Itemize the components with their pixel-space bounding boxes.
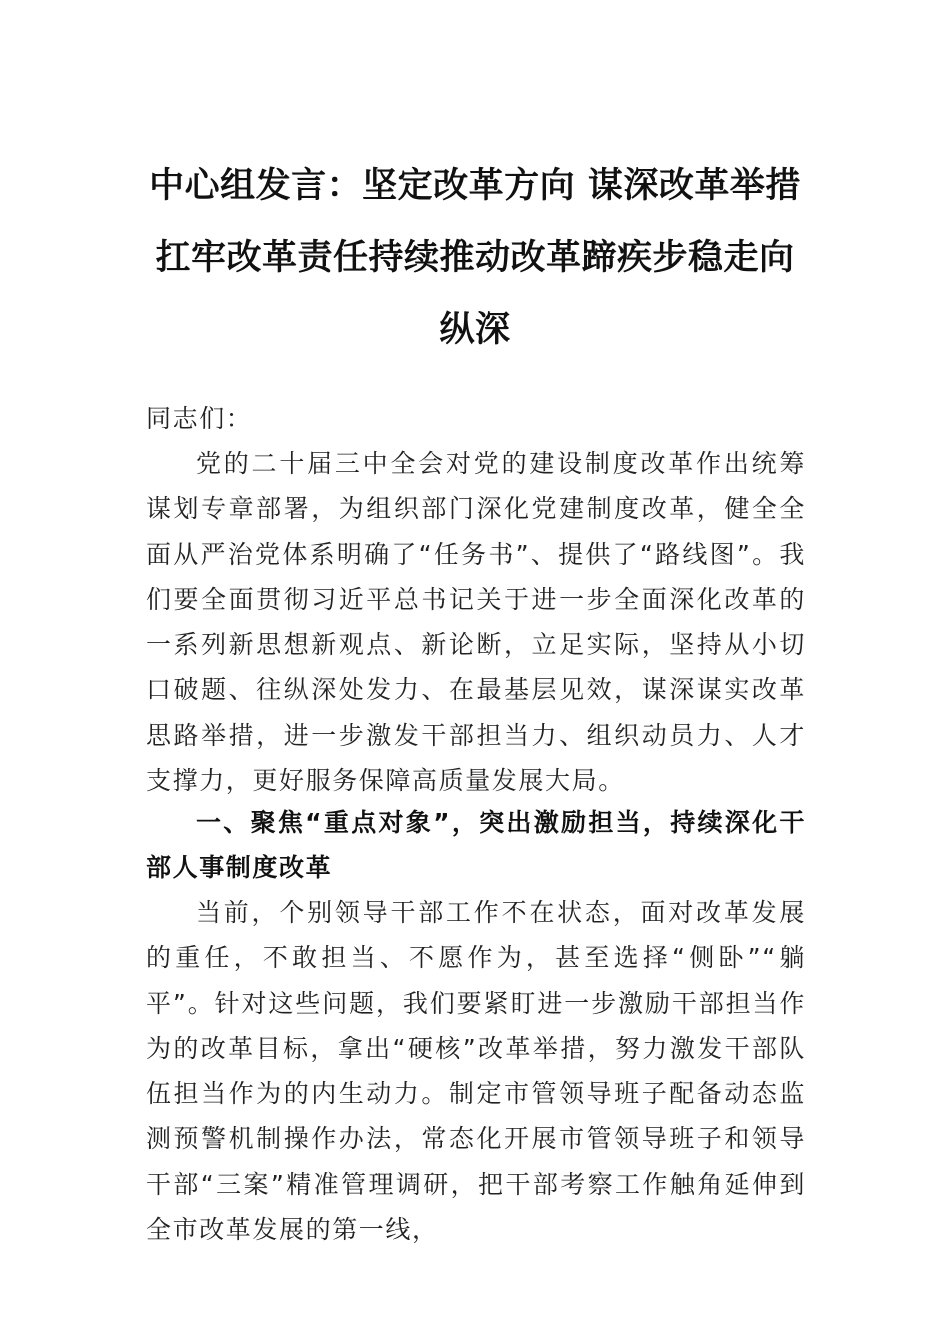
title-line-1: 中心组发言：坚定改革方向 谋深改革举措 (149, 165, 801, 206)
title-line-3: 纵深 (439, 309, 511, 350)
salutation: 同志们： (146, 404, 253, 433)
section-paragraph: 当前，个别领导干部工作不在状态，面对改革发展的重任，不敢担当、不愿作为，甚至选择“侧卧”“躺平”。针对这些问题，我们要紧盯进一步激励干部担当作为的改革目标，拿出“硬核”改革举措，努力激发干部队伍担当作为的内生动力。制定市管领导班子配备动态监测预警机制操作办法，常态化开展市管领导班子和领导干部“三案”精准管理调研，把干部考察工作触角延伸到全市改革发展的第一线， (146, 898, 806, 1245)
document-title (140, 150, 810, 366)
section-heading: 一、聚焦“重点对象”，突出激励担当，持续深化干部人事制度改革 (146, 808, 806, 883)
intro-paragraph: 党的二十届三中全会对党的建设制度改革作出统筹谋划专章部署，为组织部门深化党建制度改革，健全全面从严治党体系明确了“任务书”、提供了“路线图”。我们要全面贯彻习近平总书记关于进一步全面深化改革的一系列新思想新观点、新论断，立足实际，坚持从小切口破题、往纵深处发力、在最基层见效，谋深谋实改革思路举措，进一步激发干部担当力、组织动员力、人才支撑力，更好服务保障高质量发展大局。 (146, 449, 806, 796)
title-line-2: 扛牢改革责任持续推动改革蹄疾步稳走向 (155, 237, 795, 278)
